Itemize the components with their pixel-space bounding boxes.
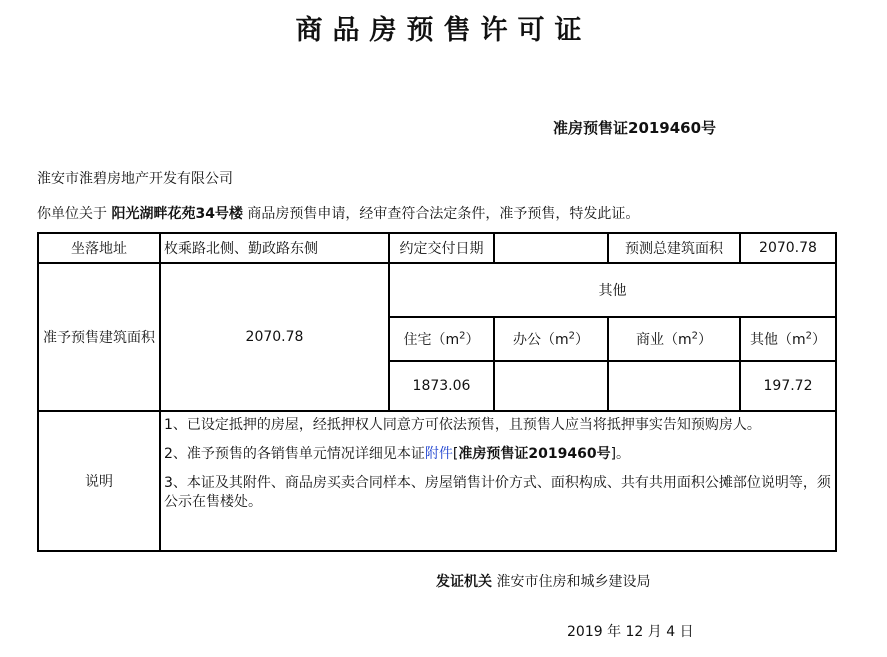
intro-prefix: 你单位关于	[37, 206, 107, 222]
issuer-label: 发证机关	[436, 574, 492, 590]
issuer-value: 淮安市住房和城乡建设局	[496, 574, 651, 590]
project-name: 阳光湖畔花苑34号楼	[111, 206, 243, 222]
col-residential: 住宅$(m^2)$	[389, 317, 494, 361]
presale-area-label: 准予预售建筑面积	[38, 263, 160, 411]
notes-label: 说明	[38, 411, 160, 551]
location-value: 枚乘路北侧、勤政路东侧	[160, 233, 389, 263]
notes-content	[160, 411, 836, 551]
delivery-date-label: 约定交付日期	[389, 233, 494, 263]
col-commercial: 商业$(m^2)$	[608, 317, 740, 361]
certificate-number: 准房预售证2019460号	[553, 119, 717, 137]
intro-suffix: 商品房预售申请，经审查符合法定条件，准予预售，特发此证。	[247, 206, 640, 222]
note-cert-number: 准房预售证2019460号	[458, 446, 611, 462]
document-title: 商品房预售许可证	[295, 15, 592, 46]
col-other: 其他$(m^2)$	[740, 317, 836, 361]
company-name: 淮安市淮碧房地产开发有限公司	[37, 171, 233, 187]
note-2: 2、准予预售的各销售单元情况详细见本证附件[准房预售证2019460号]。	[164, 446, 631, 462]
total-area-value: 2070.78	[740, 233, 836, 263]
intro-text	[37, 203, 639, 223]
col-office: 办公$(m^2)$	[494, 317, 608, 361]
other-group-header: 其他	[389, 263, 836, 317]
office-value	[494, 361, 608, 411]
total-area-label: 预测总建筑面积	[608, 233, 740, 263]
note-1: 1、已设定抵押的房屋，经抵押权人同意方可依法预售，且预售人应当将抵押事实告知预购房人。	[164, 417, 761, 433]
row-notes	[38, 411, 836, 551]
permit-table	[37, 232, 837, 552]
residential-value: 1873.06	[389, 361, 494, 411]
other-value: 197.72	[740, 361, 836, 411]
location-label: 坐落地址	[38, 233, 160, 263]
presale-area-value: 2070.78	[160, 263, 389, 411]
issuing-authority	[436, 571, 650, 591]
delivery-date-value	[494, 233, 608, 263]
row-area-header	[38, 263, 836, 317]
attachment-link[interactable]: 附件	[424, 446, 453, 462]
commercial-value	[608, 361, 740, 411]
row-location	[38, 233, 836, 263]
issue-date: 2019 年 12 月 4 日	[567, 624, 694, 640]
note-3: 3、本证及其附件、商品房买卖合同样本、房屋销售计价方式、面积构成、共有共用面积公摊部位说明等，须公示在售楼处。	[164, 475, 831, 510]
